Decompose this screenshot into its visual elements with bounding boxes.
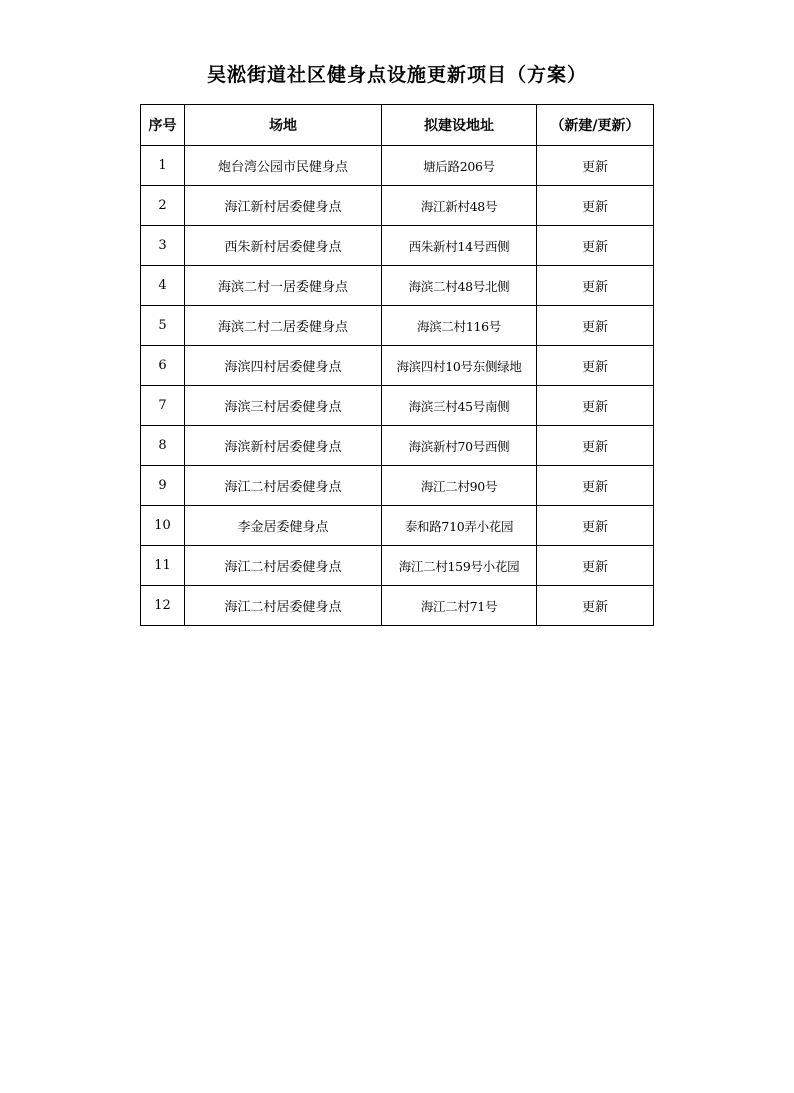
table-row [141,466,654,506]
cell-index: 10 [141,506,185,546]
cell-address: 海江二村71号 [382,586,537,626]
table-row [141,146,654,186]
cell-address: 海江二村90号 [382,466,537,506]
table-row [141,266,654,306]
cell-index: 5 [141,306,185,346]
cell-venue: 海江二村居委健身点 [185,546,382,586]
cell-index: 1 [141,146,185,186]
table-row [141,386,654,426]
cell-venue: 海江二村居委健身点 [185,466,382,506]
cell-index: 8 [141,426,185,466]
cell-index: 7 [141,386,185,426]
cell-type: 更新 [537,546,654,586]
cell-address: 海江新村48号 [382,186,537,226]
cell-type: 更新 [537,426,654,466]
cell-venue: 海滨三村居委健身点 [185,386,382,426]
table-row [141,586,654,626]
cell-venue: 炮台湾公园市民健身点 [185,146,382,186]
cell-address: 泰和路710弄小花园 [382,506,537,546]
cell-type: 更新 [537,266,654,306]
table-header-row [141,105,654,146]
cell-index: 2 [141,186,185,226]
cell-index: 6 [141,346,185,386]
cell-index: 9 [141,466,185,506]
cell-venue: 海滨二村一居委健身点 [185,266,382,306]
table-row [141,546,654,586]
header-venue: 场地 [185,105,382,146]
cell-address: 西朱新村14号西侧 [382,226,537,266]
table-row [141,506,654,546]
header-type: （新建/更新） [537,105,654,146]
table-row [141,346,654,386]
cell-address: 海滨二村116号 [382,306,537,346]
project-table [140,104,654,626]
table-row [141,306,654,346]
cell-venue: 西朱新村居委健身点 [185,226,382,266]
cell-type: 更新 [537,586,654,626]
cell-type: 更新 [537,506,654,546]
cell-address: 海滨四村10号东侧绿地 [382,346,537,386]
cell-address: 海江二村159号小花园 [382,546,537,586]
table-row [141,226,654,266]
cell-address: 海滨新村70号西侧 [382,426,537,466]
cell-index: 12 [141,586,185,626]
cell-venue: 海滨四村居委健身点 [185,346,382,386]
cell-venue: 海江二村居委健身点 [185,586,382,626]
cell-venue: 海滨二村二居委健身点 [185,306,382,346]
table-row [141,426,654,466]
cell-type: 更新 [537,306,654,346]
cell-venue: 海滨新村居委健身点 [185,426,382,466]
cell-type: 更新 [537,346,654,386]
table-row [141,186,654,226]
cell-venue: 李金居委健身点 [185,506,382,546]
page-title: 吴淞街道社区健身点设施更新项目（方案） [206,64,587,86]
cell-type: 更新 [537,226,654,266]
cell-type: 更新 [537,386,654,426]
table-body [141,146,654,626]
cell-index: 4 [141,266,185,306]
cell-type: 更新 [537,466,654,506]
cell-index: 3 [141,226,185,266]
cell-address: 海滨二村48号北侧 [382,266,537,306]
header-address: 拟建设地址 [382,105,537,146]
cell-type: 更新 [537,146,654,186]
cell-venue: 海江新村居委健身点 [185,186,382,226]
cell-address: 塘后路206号 [382,146,537,186]
cell-address: 海滨三村45号南侧 [382,386,537,426]
cell-index: 11 [141,546,185,586]
header-index: 序号 [141,105,185,146]
cell-type: 更新 [537,186,654,226]
